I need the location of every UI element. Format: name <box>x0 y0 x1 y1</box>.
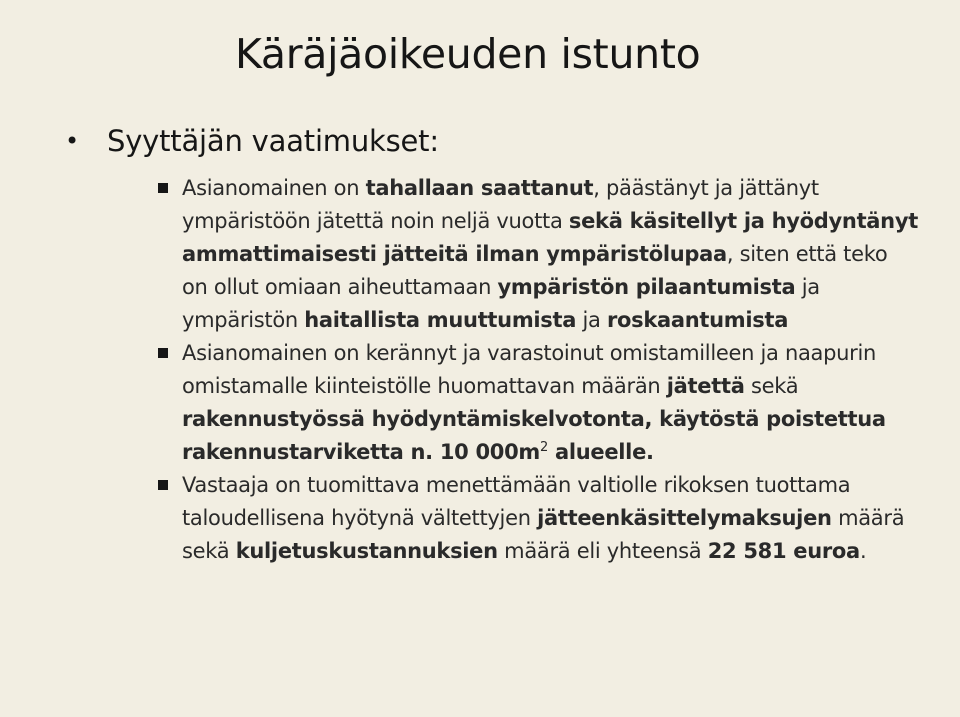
plain-text: määrä eli yhteensä <box>497 539 708 563</box>
bold-text: ympäristön pilaantumista <box>497 275 796 299</box>
plain-text: sekä <box>744 374 799 398</box>
plain-text: , päästänyt ja jättänyt ympäristöön jätettä noin neljä vuotta <box>182 176 819 233</box>
bold-text: sekä käsitellyt ja hyödyntänyt ammattimaisesti jätteitä ilman ympäristölupaa <box>182 209 918 266</box>
bold-text: jätettä <box>666 374 745 398</box>
list-item-text <box>182 469 918 568</box>
plain-text: ja ympäristön <box>182 275 820 332</box>
bold-text: tahallaan saattanut <box>365 176 594 200</box>
bold-text: rakennustyössä hyödyntämiskelvotonta, käytöstä poistettua rakennustarviketta n. 10 000m <box>182 407 886 464</box>
plain-text: . <box>859 539 867 563</box>
bold-text: 22 581 euroa <box>707 539 860 563</box>
bold-text: alueelle. <box>547 440 654 464</box>
plain-text: Asianomainen on <box>182 176 366 200</box>
bold-text: roskaantumista <box>606 308 789 332</box>
plain-text: , siten että teko on ollut omiaan aiheuttamaan <box>182 242 888 299</box>
plain-text: Vastaaja on tuomittava menettämään valtiolle rikoksen tuottama taloudellisena hyötynä vältettyjen <box>182 473 851 530</box>
plain-text: Asianomainen on kerännyt ja varastoinut omistamilleen ja naapurin omistamalle kiinteistölle huomattavan määrän <box>182 341 877 398</box>
plain-text: ja <box>576 308 607 332</box>
list-item <box>158 469 918 568</box>
list-item-text <box>182 337 918 469</box>
bold-text: kuljetuskustannuksien <box>235 539 498 563</box>
bold-text: haitallista muuttumista <box>304 308 577 332</box>
list-item <box>158 337 918 469</box>
superscript: 2 <box>539 440 548 455</box>
list-item-text <box>182 172 918 337</box>
plain-text: määrä sekä <box>182 506 905 563</box>
slide-title: Käräjäoikeuden istunto <box>235 30 701 78</box>
section-heading: Syyttäjän vaatimukset: <box>107 124 439 158</box>
bullet-dot-icon: • <box>65 127 79 155</box>
square-bullet-icon <box>158 480 168 490</box>
bullet-list <box>158 172 918 568</box>
bold-text: jätteenkäsittelymaksujen <box>537 506 832 530</box>
square-bullet-icon <box>158 348 168 358</box>
square-bullet-icon <box>158 183 168 193</box>
bullet-heading <box>65 122 439 160</box>
list-item <box>158 172 918 337</box>
